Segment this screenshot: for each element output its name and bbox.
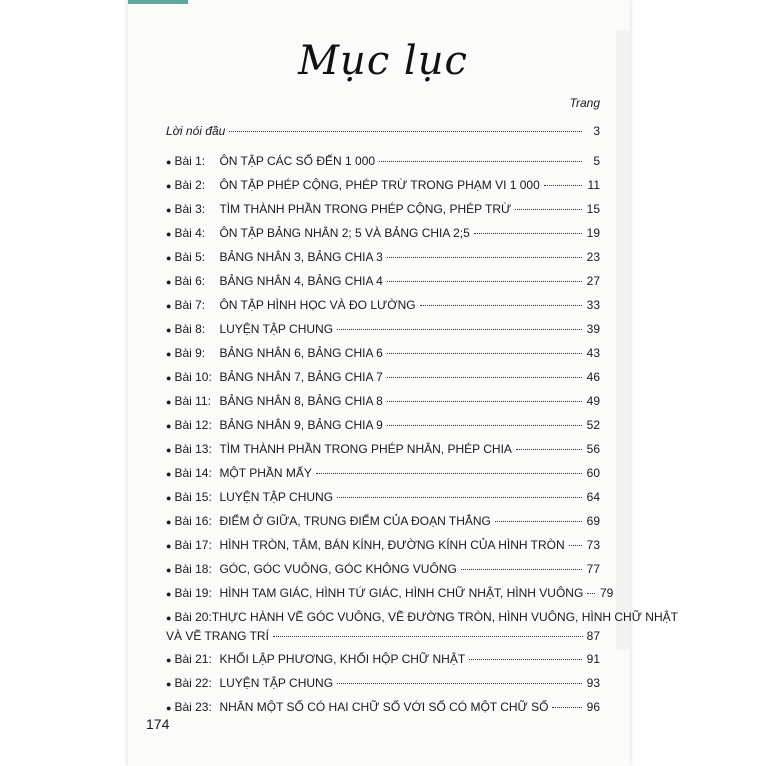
bullet-icon: ● xyxy=(166,589,172,599)
top-accent-bar xyxy=(128,0,188,4)
toc-entry[interactable] xyxy=(166,538,600,554)
toc-entry-lesson: Bài 6: xyxy=(174,274,206,288)
bullet-icon: ● xyxy=(166,469,172,479)
toc-entry-title: ÔN TẬP HÌNH HỌC VÀ ĐO LƯỜNG xyxy=(219,298,416,312)
toc-entry-lesson: Bài 1: xyxy=(174,154,206,168)
toc-entry-page: 93 xyxy=(586,676,600,690)
dot-leader xyxy=(544,185,582,186)
toc-entry[interactable] xyxy=(166,178,600,194)
dot-leader xyxy=(469,659,582,660)
toc-entry-title: TÌM THÀNH PHẦN TRONG PHÉP NHÂN, PHÉP CHIA xyxy=(219,442,512,456)
toc-entry-lesson: Bài 2: xyxy=(174,178,206,192)
dot-leader xyxy=(569,545,582,546)
toc-entry-lesson: Bài 22: xyxy=(174,676,212,690)
bullet-icon: ● xyxy=(166,493,172,503)
toc-entry-title: NHÂN MỘT SỐ CÓ HAI CHỮ SỐ VỚI SỐ CÓ MỘT CHỮ SỐ xyxy=(219,700,549,714)
toc-entry-lesson: Bài 9: xyxy=(174,346,206,360)
toc-entry-page: 19 xyxy=(586,226,600,240)
toc-entry[interactable] xyxy=(166,394,600,410)
bullet-icon: ● xyxy=(166,655,172,665)
toc-entry-title: BẢNG NHÂN 9, BẢNG CHIA 9 xyxy=(219,418,383,432)
dot-leader xyxy=(337,329,582,330)
toc-entry-page: 69 xyxy=(586,514,600,528)
toc-entry-page: 49 xyxy=(586,394,600,408)
bullet-icon: ● xyxy=(166,157,172,167)
dot-leader xyxy=(387,257,582,258)
dot-leader xyxy=(552,707,582,708)
bullet-icon: ● xyxy=(166,517,172,527)
bullet-icon: ● xyxy=(166,229,172,239)
toc-entry-page: 39 xyxy=(586,322,600,336)
toc-entry-lesson: Bài 7: xyxy=(174,298,206,312)
toc-entry-title: LUYỆN TẬP CHUNG xyxy=(219,490,334,504)
toc-entry-lesson: Bài 10: xyxy=(174,370,212,384)
toc-entry-title: ÔN TẬP PHÉP CỘNG, PHÉP TRỪ TRONG PHẠM VI 1 000 xyxy=(219,178,540,192)
toc-entry-lesson: Bài 20: xyxy=(174,610,212,624)
toc-entry-title: LUYỆN TẬP CHUNG xyxy=(219,322,334,336)
toc-entry-title: ÔN TẬP CÁC SỐ ĐẾN 1 000 xyxy=(219,154,376,168)
toc-entry-page: 27 xyxy=(586,274,600,288)
toc-entry[interactable] xyxy=(166,274,600,290)
toc-entry[interactable] xyxy=(166,676,600,692)
toc-entry-title: BẢNG NHÂN 6, BẢNG CHIA 6 xyxy=(219,346,383,360)
toc-entry-lesson: Bài 21: xyxy=(174,652,212,666)
toc-entry-page: 64 xyxy=(586,490,600,504)
toc-entry-lesson: Bài 23: xyxy=(174,700,212,714)
bullet-icon: ● xyxy=(166,349,172,359)
bullet-icon: ● xyxy=(166,397,172,407)
bullet-icon: ● xyxy=(166,205,172,215)
toc-entry-page: 73 xyxy=(586,538,600,552)
toc-entry-lesson: Bài 13: xyxy=(174,442,212,456)
toc-entry-page: 52 xyxy=(586,418,600,432)
bullet-icon: ● xyxy=(166,181,172,191)
dot-leader xyxy=(515,209,582,210)
dot-leader xyxy=(337,497,582,498)
toc-entry-title: MỘT PHẦN MẤY xyxy=(219,466,312,480)
dot-leader xyxy=(516,449,582,450)
toc-entry[interactable] xyxy=(166,370,600,386)
toc-entry-title: TÌM THÀNH PHẦN TRONG PHÉP CỘNG, PHÉP TRỪ xyxy=(219,202,512,216)
bullet-icon: ● xyxy=(166,373,172,383)
toc-entry-lesson: Bài 11: xyxy=(174,394,211,408)
toc-entry-page: 96 xyxy=(586,700,600,714)
toc-entry-page: 87 xyxy=(586,629,600,643)
toc-entry-page: 15 xyxy=(586,202,600,216)
toc-entry-title: BẢNG NHÂN 4, BẢNG CHIA 4 xyxy=(219,274,383,288)
toc-entry-title: HÌNH TAM GIÁC, HÌNH TỨ GIÁC, HÌNH CHỮ NHẬT, HÌNH VUÔNG xyxy=(219,586,584,600)
toc-entry-title: GÓC, GÓC VUÔNG, GÓC KHÔNG VUÔNG xyxy=(219,562,457,576)
page-column-label: Trang xyxy=(569,96,600,110)
toc-entry-title: THỰC HÀNH VẼ GÓC VUÔNG, VẼ ĐƯỜNG TRÒN, HÌNH VUÔNG, HÌNH CHỮ NHẬT xyxy=(211,610,678,624)
toc-entry-page: 11 xyxy=(587,178,600,192)
bullet-icon: ● xyxy=(166,253,172,263)
bullet-icon: ● xyxy=(166,325,172,335)
bullet-icon: ● xyxy=(166,421,172,431)
toc-entry-lesson: Bài 14: xyxy=(174,466,212,480)
toc-entry[interactable] xyxy=(166,514,600,530)
toc-entry[interactable] xyxy=(166,610,678,644)
bullet-icon: ● xyxy=(166,541,172,551)
bullet-icon: ● xyxy=(166,565,172,575)
toc-entry-page: 3 xyxy=(593,124,600,138)
toc-entry-lesson: Bài 8: xyxy=(174,322,206,336)
toc-entry[interactable] xyxy=(166,154,600,170)
toc-entry-lesson: Bài 5: xyxy=(174,250,206,264)
toc-entry[interactable] xyxy=(166,562,600,578)
dot-leader xyxy=(474,233,582,234)
dot-leader xyxy=(387,377,582,378)
toc-entry-page: 46 xyxy=(586,370,600,384)
toc-entry-lesson: Bài 18: xyxy=(174,562,212,576)
toc-entry[interactable] xyxy=(166,652,600,668)
bullet-icon: ● xyxy=(166,679,172,689)
toc-entry-lesson: Bài 12: xyxy=(174,418,212,432)
toc-entry[interactable] xyxy=(166,202,600,218)
dot-leader xyxy=(587,593,595,594)
toc-entry-page: 5 xyxy=(593,154,600,168)
toc-entry-title: KHỐI LẬP PHƯƠNG, KHỐI HỘP CHỮ NHẬT xyxy=(219,652,466,666)
dot-leader xyxy=(316,473,582,474)
toc-entry[interactable] xyxy=(166,442,600,458)
toc-entry-lesson: Bài 3: xyxy=(174,202,206,216)
toc-entry-page: 79 xyxy=(599,586,614,600)
dot-leader xyxy=(229,131,582,132)
page-title: Mục lục xyxy=(298,38,468,84)
bullet-icon: ● xyxy=(166,445,172,455)
dot-leader xyxy=(379,161,582,162)
dot-leader xyxy=(387,281,582,282)
toc-entry[interactable] xyxy=(166,490,600,506)
dot-leader xyxy=(273,636,583,637)
toc-entry[interactable] xyxy=(166,226,600,242)
toc-entry-title: Lời nói đầu xyxy=(166,124,226,138)
bullet-icon: ● xyxy=(166,277,172,287)
toc-entry-title: ÔN TẬP BẢNG NHÂN 2; 5 VÀ BẢNG CHIA 2;5 xyxy=(219,226,470,240)
toc-entry-page: 43 xyxy=(586,346,600,360)
toc-entry[interactable] xyxy=(166,250,600,266)
toc-entry-title: BẢNG NHÂN 7, BẢNG CHIA 7 xyxy=(219,370,383,384)
toc-entry-page: 33 xyxy=(586,298,600,312)
dot-leader xyxy=(387,425,582,426)
toc-entry[interactable] xyxy=(166,700,600,716)
bullet-icon: ● xyxy=(166,703,172,713)
toc-entry[interactable] xyxy=(166,346,600,362)
toc-entry-title: LUYỆN TẬP CHUNG xyxy=(219,676,334,690)
toc-entry-page: 60 xyxy=(586,466,600,480)
toc-entry-lesson: Bài 4: xyxy=(174,226,206,240)
toc-entry-lesson: Bài 17: xyxy=(174,538,212,552)
toc-entry-title: ĐIỂM Ở GIỮA, TRUNG ĐIỂM CỦA ĐOẠN THẲNG xyxy=(219,514,491,528)
dot-leader xyxy=(461,569,582,570)
toc-entry[interactable] xyxy=(166,418,600,434)
dot-leader xyxy=(387,353,582,354)
dot-leader xyxy=(387,401,582,402)
toc-entry-title-continued: VÀ VẼ TRANG TRÍ xyxy=(166,629,269,643)
toc-entry[interactable] xyxy=(166,322,600,338)
toc-entry-title: BẢNG NHÂN 3, BẢNG CHIA 3 xyxy=(219,250,383,264)
bullet-icon: ● xyxy=(166,301,172,311)
dot-leader xyxy=(420,305,582,306)
bullet-icon: ● xyxy=(166,613,172,623)
toc-entry-page: 91 xyxy=(586,652,600,666)
toc-entry-page: 23 xyxy=(586,250,600,264)
toc-entry-title: HÌNH TRÒN, TÂM, BÁN KÍNH, ĐƯỜNG KÍNH CỦA HÌNH TRÒN xyxy=(219,538,565,552)
toc-entry[interactable] xyxy=(166,586,614,602)
toc-entry-lesson: Bài 19: xyxy=(174,586,212,600)
dot-leader xyxy=(495,521,582,522)
toc-entry-page: 56 xyxy=(586,442,600,456)
toc-entry-lesson: Bài 15: xyxy=(174,490,212,504)
page-number: 174 xyxy=(146,716,170,732)
toc-entry-lesson: Bài 16: xyxy=(174,514,212,528)
toc-entry-page: 77 xyxy=(586,562,600,576)
toc-entry-preface[interactable] xyxy=(166,124,600,139)
dot-leader xyxy=(337,683,582,684)
toc-entry[interactable] xyxy=(166,298,600,314)
page-edge-shadow xyxy=(616,30,630,650)
toc-entry[interactable] xyxy=(166,466,600,482)
toc-entry-title: BẢNG NHÂN 8, BẢNG CHIA 8 xyxy=(219,394,383,408)
